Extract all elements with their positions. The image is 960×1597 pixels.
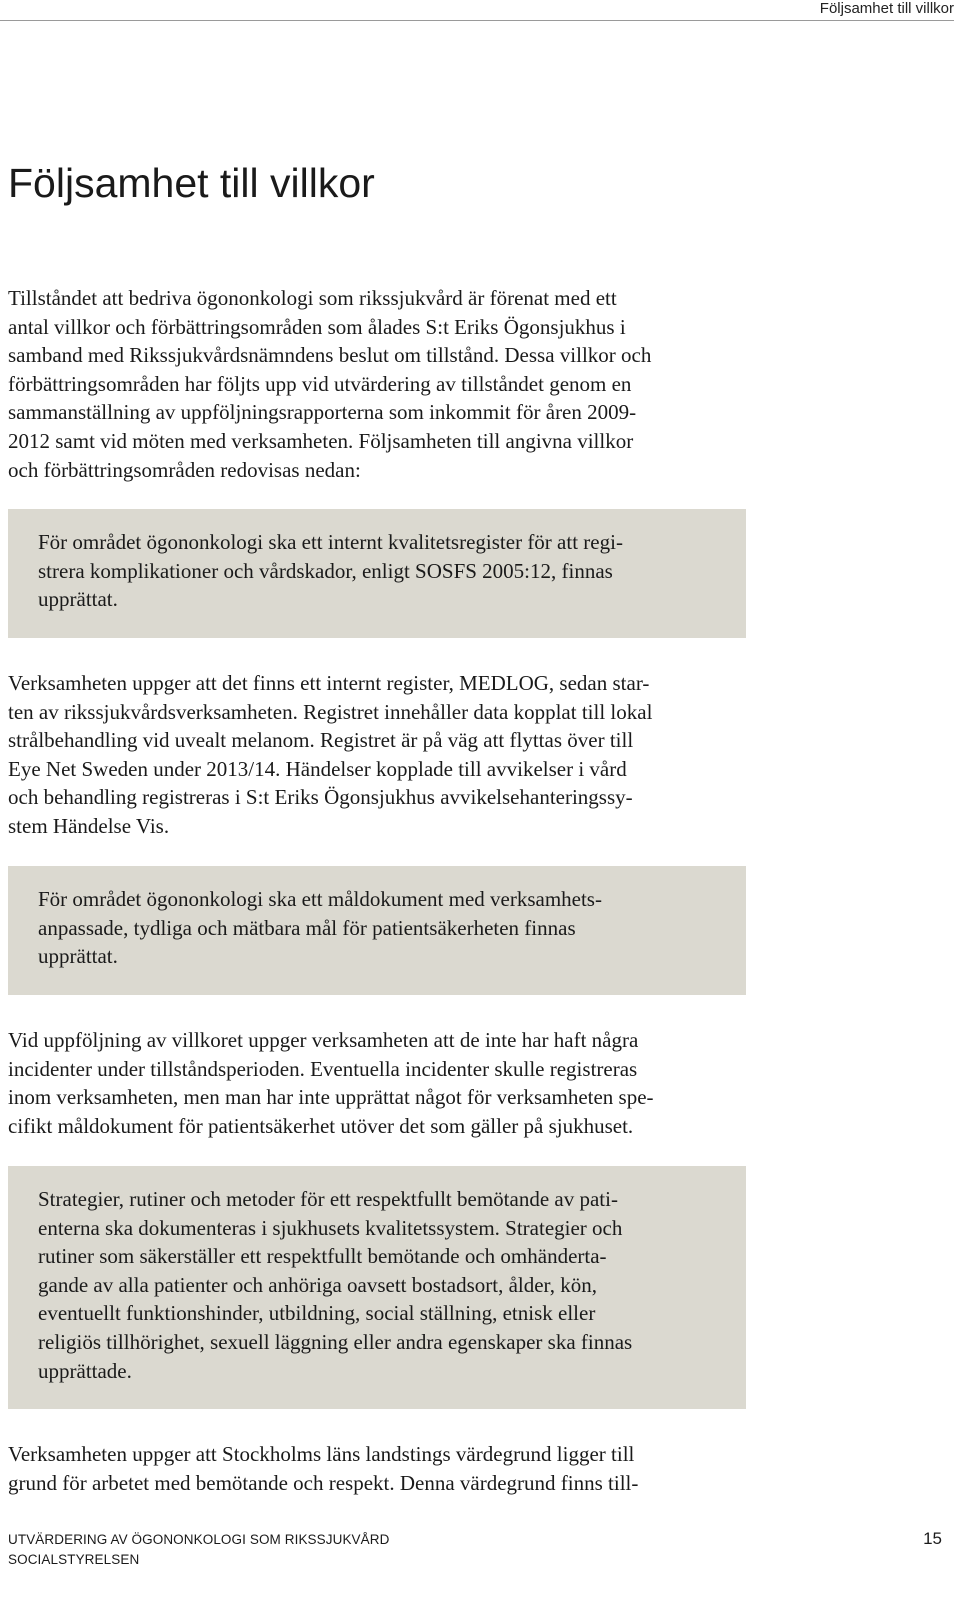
response-line: ten av rikssjukvårdsverksamheten. Registret innehåller data kopplat till lokal — [8, 699, 653, 724]
condition-line: rutiner som säkerställer ett respektfullt bemötande och omhänderta- — [38, 1244, 607, 1269]
intro-line: Tillståndet att bedriva ögononkologi som rikssjukvård är förenat med ett — [8, 286, 617, 310]
response-line: Vid uppföljning av villkoret uppger verksamheten att de inte har haft några — [8, 1028, 639, 1052]
condition-line: upprättat. — [38, 944, 118, 969]
response-paragraph-1 — [8, 669, 756, 841]
intro-line: samband med Rikssjukvårdsnämndens beslut om tillstånd. Dessa villkor och — [8, 343, 652, 368]
running-header: Följsamhet till villkor — [819, 0, 954, 17]
response-line: och behandling registreras i S:t Eriks Ögonsjukhus avvikelsehanteringssy- — [8, 785, 633, 810]
response-line: stem Händelse Vis. — [8, 813, 170, 838]
response-line: grund för arbetet med bemötande och respekt. Denna värdegrund finns till- — [8, 1470, 639, 1495]
condition-line: enterna ska dokumenteras i sjukhusets kvalitetssystem. Strategier och — [38, 1215, 623, 1240]
response-line: incidenter under tillståndsperioden. Eventuella incidenter skulle registreras — [8, 1056, 638, 1081]
condition-line: gande av alla patienter och anhöriga oavsett bostadsort, ålder, kön, — [38, 1272, 597, 1297]
intro-line: antal villkor och förbättringsområden som ålades S:t Eriks Ögonsjukhus i — [8, 314, 626, 339]
intro-line: 2012 samt vid möten med verksamheten. Följsamheten till angivna villkor — [8, 428, 634, 453]
condition-text — [38, 885, 716, 971]
condition-line: För området ögononkologi ska ett internt kvalitetsregister för att regi- — [38, 530, 623, 554]
page-footer — [8, 1530, 389, 1570]
response-line: strålbehandling vid uvealt melanom. Registret är på väg att flyttas över till — [8, 728, 634, 753]
intro-line: sammanställning av uppföljningsrapporterna som inkommit för åren 2009- — [8, 400, 637, 425]
condition-text — [38, 528, 716, 614]
page-number: 15 — [923, 1529, 942, 1548]
intro-paragraph — [8, 284, 756, 484]
footer-publisher: SOCIALSTYRELSEN — [8, 1552, 140, 1567]
response-line: Eye Net Sweden under 2013/14. Händelser kopplade till avvikelser i vård — [8, 756, 627, 781]
page-title: Följsamhet till villkor — [8, 160, 375, 206]
condition-box-1 — [8, 509, 746, 638]
response-line: cifikt måldokument för patientsäkerhet utöver det som gäller på sjukhuset. — [8, 1113, 634, 1138]
header-divider — [0, 20, 954, 21]
condition-line: eventuellt funktionshinder, utbildning, social ställning, etnisk eller — [38, 1301, 596, 1326]
condition-line: religiös tillhörighet, sexuell läggning eller andra egenskaper ska finnas — [38, 1329, 633, 1354]
intro-line: och förbättringsområden redovisas nedan: — [8, 457, 361, 482]
response-line: Verksamheten uppger att Stockholms läns landstings värdegrund ligger till — [8, 1442, 635, 1466]
condition-box-3 — [8, 1166, 746, 1409]
condition-text — [38, 1185, 716, 1385]
response-paragraph-2 — [8, 1026, 756, 1140]
intro-line: förbättringsområden har följts upp vid utvärdering av tillståndet genom en — [8, 371, 632, 396]
condition-line: upprättade. — [38, 1358, 132, 1383]
response-paragraph-3 — [8, 1440, 756, 1497]
condition-box-2 — [8, 866, 746, 995]
condition-line: strera komplikationer och vårdskador, enligt SOSFS 2005:12, finnas — [38, 558, 613, 583]
response-line: inom verksamheten, men man har inte upprättat något för verksamheten spe- — [8, 1085, 654, 1110]
condition-line: upprättat. — [38, 587, 118, 612]
footer-report-title: UTVÄRDERING AV ÖGONONKOLOGI SOM RIKSSJUKVÅRD — [8, 1532, 390, 1547]
response-line: Verksamheten uppger att det finns ett internt register, MEDLOG, sedan star- — [8, 671, 650, 695]
condition-line: Strategier, rutiner och metoder för ett respektfullt bemötande av pati- — [38, 1187, 618, 1211]
condition-line: anpassade, tydliga och mätbara mål för patientsäkerheten finnas — [38, 915, 576, 940]
condition-line: För området ögononkologi ska ett måldokument med verksamhets- — [38, 887, 602, 911]
